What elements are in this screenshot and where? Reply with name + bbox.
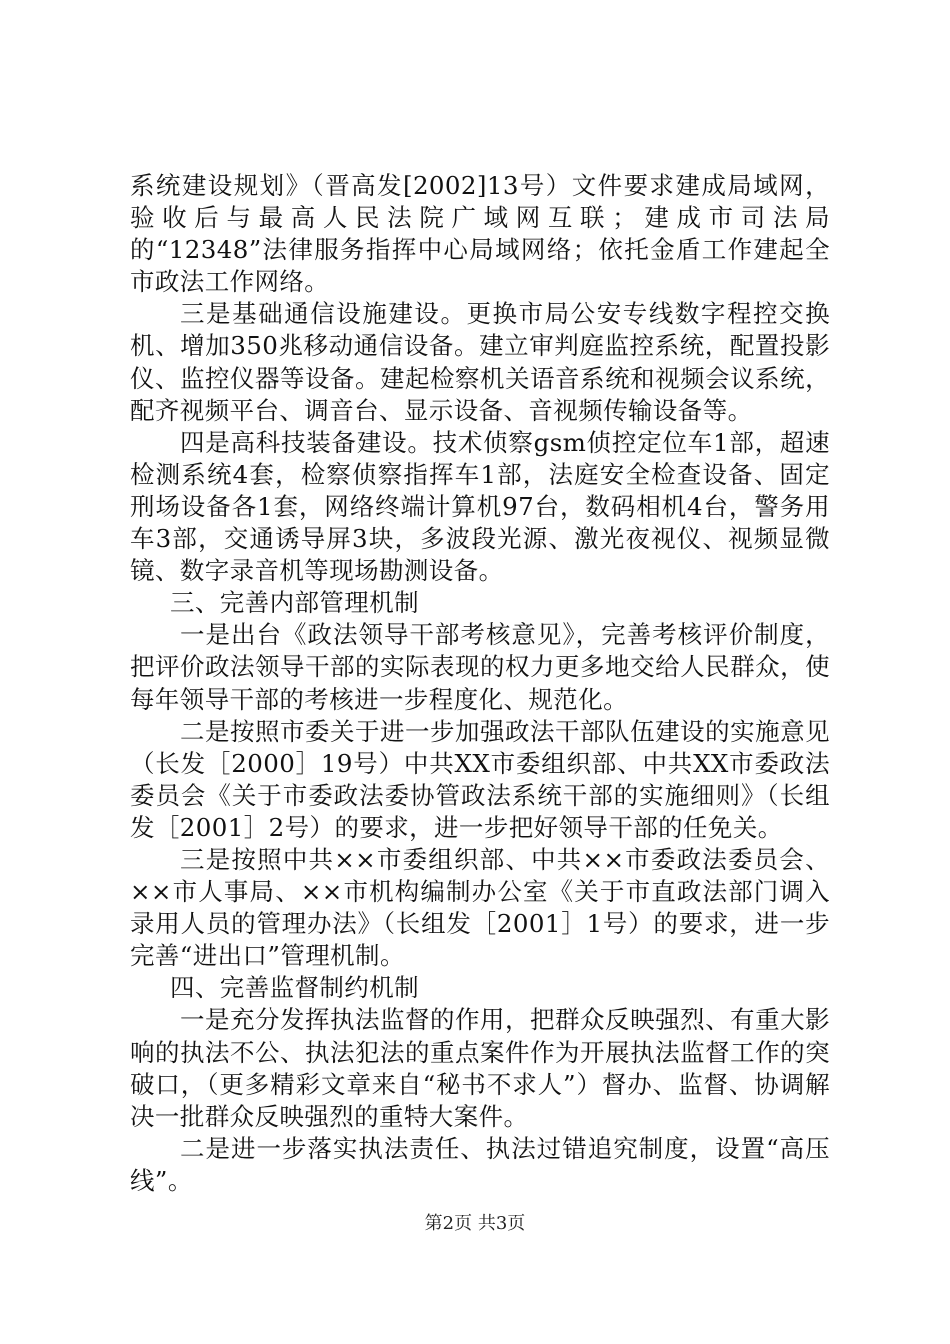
paragraph-responsibility-system: 二是进一步落实执法责任、执法过错追究制度，设置“高压线”。 [130,1133,830,1195]
paragraph-assessment-opinion: 一是出台《政法领导干部考核意见》，完善考核评价制度，把评价政法领导干部的实际表现的权力更多地交给人民群众，使每年领导干部的考核进一步程度化、规范化。 [130,620,830,714]
paragraph-communication-infrastructure: 三是基础通信设施建设。更换市局公安专线数字程控交换机、增加350兆移动通信设备。建立审判庭监控系统，配置投影仪、监控仪器等设备。建起检察机关语音系统和视频会议系统，配齐视频平台、调音台、显示设备、音视频传输设备等。 [130,299,830,425]
section-heading-supervision: 四、完善监督制约机制 [170,973,419,1003]
paragraph-hightech-equipment: 四是高科技装备建设。技术侦察gsm侦控定位车1部，超速检测系统4套，检察侦察指挥车1部，法庭安全检查设备、固定刑场设备各1套，网络终端计算机97台，数码相机4台，警务用车3部，交通诱导屏3块，多波段光源、激光夜视仪、视频显微镜、数字录音机等现场勘测设备。 [130,427,830,586]
paragraph-law-enforcement-supervision: 一是充分发挥执法监督的作用，把群众反映强烈、有重大影响的执法不公、执法犯法的重点案件作为开展执法监督工作的突破口，（更多精彩文章来自“秘书不求人”）督办、监督、协调解决一批群众反映强烈的重特大案件。 [130,1005,830,1131]
document-body [130,170,830,1197]
paragraph-cadre-team-building: 二是按照市委关于进一步加强政法干部队伍建设的实施意见（长发［2000］19号）中共XX市委组织部、中共XX市委政法委员会《关于市委政法委协管政法系统干部的实施细则》（长组发［2001］2号）的要求，进一步把好领导干部的任免关。 [130,716,830,842]
paragraph-continuation: 系统建设规划》（晋高发[2002]13号）文件要求建成局域网，验收后与最高人民法院广域网互联；建成市司法局的“12348”法律服务指挥中心局域网络；依托金盾工作建起全市政法工作网络。 [130,171,830,297]
page-number-footer: 第2页 共3页 [424,1213,526,1234]
paragraph-recruitment-management: 三是按照中共××市委组织部、中共××市委政法委员会、××市人事局、××市机构编制办公室《关于市直政法部门调入录用人员的管理办法》（长组发［2001］1号）的要求，进一步完善“进出口”管理机制。 [130,844,830,971]
section-heading-internal-management: 三、完善内部管理机制 [170,588,419,618]
